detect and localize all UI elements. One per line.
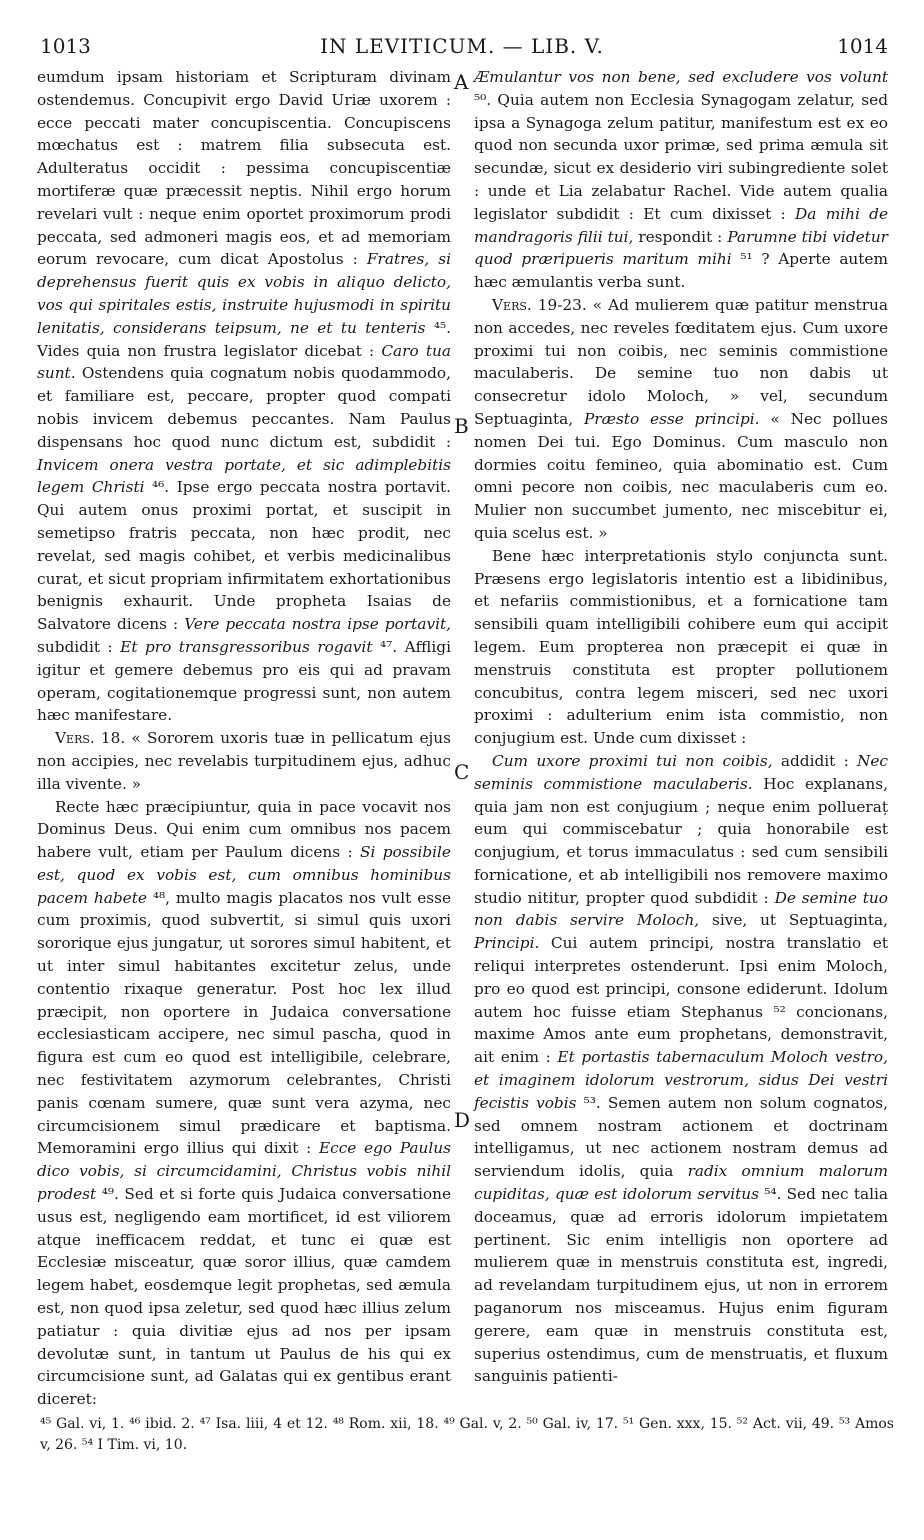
- text-run: respondit :: [633, 227, 728, 246]
- text-run: ⁴⁹. Sed et si forte quis Judaica conversatione usus est, negligendo eam mortificet, id est viliorem atque inefficacem reddat, et tunc ei quæ est Ecclesiæ misceatur, quæ soror illius, quæ camdem legem habet, eosdemque legit prophetas, sed æmula est, non quod ipsa zeletur, sed quod hæc illius zelum patiatur : quia divitiæ ejus ad nos per ipsam devolutæ sunt, in tantum ut Paulus de his qui ex circumcisione sunt, ad Galatas qui ex gentibus erant diceret:: [37, 1185, 451, 1409]
- margin-marker-d: D: [454, 1108, 471, 1132]
- verse-label: Vers. 18.: [55, 729, 126, 748]
- text-run: « Nec pollues nomen Dei tui. Ego Dominus. Cum masculo non dormies coitu femineo, quia abominatio est. Cum omni pecore non coibis, nec maculaberis cum eo. Mulier non succumbet jumento, nec miscebitur ei, quia scelus est. »: [474, 409, 888, 542]
- text-run: eumdum ipsam historiam et Scripturam divinam ostendemus. Concupivit ergo David Uriæ uxorem : ecce peccati mater concupiscentia. Concupiscens mœchatus est : matrem filia subsecuta est. Adulteratus occidit : pessima concupiscentiæ mortiferæ quæ præcessit neptis. Nihil ergo horum revelari vult : neque enim oportet proximorum prodi peccata, sed admoneri magis eos, et ad memoriam eorum revocare, cum dicat Apostolus :: [37, 68, 451, 269]
- text-run: subdidit :: [37, 637, 121, 656]
- text-run: ⁴⁷. Affligi igitur et gemere debemus pro eis qui ad pravam operam, cogitationemque progressi sunt, non autem hæc manifestare.: [37, 637, 451, 725]
- text-run: ⁵¹ ? Aperte autem hæc æmulantis verba sunt.: [474, 250, 888, 292]
- scripture-quote: radix omnium malorum cupiditas, quæ est idolorum servitus: [474, 1162, 888, 1204]
- scripture-quote: Vere peccata nostra ipse portavit,: [184, 615, 451, 634]
- text-run: « Ad mulierem quæ patitur menstrua non accedes, nec reveles fœditatem ejus. Cum uxore proximi tui non coibis, nec seminis commistione maculaberis. De semine tuo non dabis ut consecretur idolo Moloch, » vel, secundum Septuaginta,: [474, 295, 888, 428]
- text-run: Ostendens quia cognatum nobis quodammodo, et familiare est, peccare, propter quod compati nobis invicem debemus peccantes. Nam Paulus dispensans hoc quod nunc dictum est, subdidit :: [37, 364, 451, 451]
- text-run: ⁴⁵. Vides quia non frustra legislator dicebat :: [37, 318, 451, 360]
- text-run: Cui autem principi, nostra translatio et reliqui interpretes ostenderunt. Ipsi enim Moloch, pro eo quod est principi, consone ediderunt. Idolum autem hoc fuisse etiam Stephanus ⁵² concionans, maxime Amos ante eum prophetans, demonstravit, ait enim :: [474, 934, 888, 1067]
- right-paragraph-4: [474, 750, 888, 1388]
- left-paragraph-1: [37, 66, 451, 727]
- footnotes: ⁴⁵ Gal. vi, 1. ⁴⁶ ibid. 2. ⁴⁷ Isa. liii, 4 et 12. ⁴⁸ Rom. xii, 18. ⁴⁹ Gal. v, 2. ⁵⁰ Gal. iv, 17. ⁵¹ Gen. xxx, 15. ⁵² Act. vii, 49. ⁵³ Amos v, 26. ⁵⁴ I Tim. vi, 10.: [40, 1416, 894, 1453]
- left-column: [37, 66, 452, 1409]
- margin-marker-b: B: [454, 414, 469, 438]
- page-header: [30, 30, 894, 60]
- right-column: [474, 66, 888, 1396]
- scripture-quote: Fratres, si deprehensus fuerit quis ex vobis in aliquo delicto, vos qui spiritales estis, instruite hujusmodi in spiritu lenitatis, considerans teipsum, ne et tu tenteris: [37, 250, 451, 337]
- text-run: ⁴⁶. Ipse ergo peccata nostra portavit. Qui autem onus proximi portat, et suscipit in semetipso fratris peccata, non hæc prodit, nec revelat, sed magis cohibet, et verbis medicinalibus curat, et sicut propriam infirmitatem exhortationibus benignis exhaurit. Unde propheta Isaias de Salvatore dicens :: [37, 478, 451, 634]
- scripture-quote: Nec seminis commistione maculaberis.: [474, 751, 889, 793]
- text-run: Recte hæc præcipiuntur, quia in pace vocavit nos Dominus Deus. Qui enim cum omnibus nos pacem habere vult, etiam per Paulum dicens :: [37, 797, 451, 862]
- text-run: addidit :: [772, 751, 857, 770]
- scripture-quote: Et portastis tabernaculum Moloch vestro, et imaginem idolorum vestrorum, sidus Dei vestri fecistis vobis: [474, 1048, 888, 1112]
- scripture-quote: Caro tua sunt.: [37, 341, 452, 383]
- scripture-quote: Præsto esse principi.: [583, 409, 760, 428]
- text-run: « Sororem uxoris tuæ in pellicatum ejus non accipies, nec revelabis turpitudinem ejus, adhuc illa vivente. »: [37, 729, 451, 793]
- text-run: ⁵⁰. Quia autem non Ecclesia Synagogam zelatur, sed ipsa a Synagoga zelum patitur, manifestum est ex eo quod non secunda uxor primæ, sed prima æmula sit secundæ, sicut ex desiderio viri subingrediente solet : unde et Lia zelabatur Rachel. Vide autem qualia legislator subdidit : Et cum dixisset :: [474, 90, 888, 223]
- scripture-quote: Invicem onera vestra portate, et sic adimplebitis legem Christi: [37, 455, 451, 497]
- scripture-quote: Et pro transgressoribus rogavit: [120, 637, 373, 656]
- text-run: Hoc explanans, quia jam non est conjugium ; neque enim pollueraț eum qui commiscebatur ; quia honorabile est conjugium, et torus immaculatus : sed cum sensibili fornicatione, et ab intelligibili nos removere maximo studio nititur, propter quod subdidit :: [474, 774, 888, 907]
- right-paragraph-3: Bene hæc interpretationis stylo conjuncta sunt. Præsens ergo legislatoris intentio est a libidinibus, et nefariis commistionibus, et a fornicatione tam sensibili quam intelligibili cohibere eum qui accipit legem. Eum propterea non præcepit ei quæ in menstruis constituta est propter pollutionem concubitus, contra legem misceri, sed nec uxori proximi : adulterium enim ista commistio, non conjugium est. Unde cum dixisset :: [474, 546, 888, 748]
- verse-label: Vers. 19-23.: [492, 295, 587, 314]
- right-paragraph-1: [474, 66, 888, 294]
- running-title: IN LEVITICUM. — LIB. V.: [320, 34, 604, 58]
- scripture-quote: Æmulantur vos non bene, sed excludere vos volunt: [474, 68, 888, 86]
- page-number-left: 1013: [40, 34, 91, 58]
- left-paragraph-3: [37, 796, 451, 1412]
- margin-marker-a: A: [454, 70, 469, 94]
- scripture-quote: Cum uxore proximi tui non coibis,: [492, 751, 773, 770]
- text-run: ⁵⁴. Sed nec talia doceamus, quæ ad erroris idolorum impietatem pertinent. Sic enim intelligis non oportere ad mulierem quæ in menstruis constituta est, ingredi, ad revelandam turpitudinem ejus, ut non in errorem paganorum nos misceamus. Hujus enim figuram gerere, eam quæ in menstruis constituta est, superius ostendimus, cum de menstruatis, et fluxum sanguinis patienti-: [474, 1185, 888, 1386]
- text-run: ⁵³. Semen autem non solum cognatos, sed omnem nostram actionem et doctrinam intelligamus, ut nec actionem nostram demus ad serviendum idolis, quia: [474, 1093, 888, 1181]
- margin-marker-c: C: [454, 760, 470, 784]
- scripture-quote: Da mihi de mandragoris filii tui,: [474, 204, 888, 246]
- scripture-quote: De semine tuo non dabis servire Moloch,: [474, 888, 888, 930]
- scripture-quote: Principi.: [474, 934, 540, 953]
- page-number-right: 1014: [837, 34, 888, 58]
- left-paragraph-2: [37, 727, 451, 795]
- scripture-quote: Parumne tibi videtur quod præripueris maritum mihi: [474, 227, 888, 269]
- text-run: ⁴⁸, multo magis placatos nos vult esse cum proximis, quod subvertit, si simul quis uxori sororique ejus jungatur, ut sorores simul habitent, et ut inter simul habitantes excitetur zelus, unde contentio rixaque generatur. Post hoc lex illud præcipit, non oportere in Judaica conversatione ecclesiasticam accipere, nec simul pascha, quod in figura est cum eo quod est intelligibile, celebrare, nec festivitatem azymorum celebrantes, Christi panis cœnam sumere, quæ sunt vera azyma, nec circumcisionem simul prædicare et baptisma. Memoramini ergo illius qui dixit :: [37, 888, 451, 1158]
- right-paragraph-2: [474, 294, 888, 545]
- scripture-quote: Si possibile est, quod ex vobis est, cum omnibus hominibus pacem habete: [37, 843, 451, 907]
- scripture-quote: Ecce ego Paulus dico vobis, si circumcidamini, Christus vobis nihil prodest: [37, 1139, 451, 1204]
- text-run: sive, ut Septuaginta,: [699, 911, 888, 930]
